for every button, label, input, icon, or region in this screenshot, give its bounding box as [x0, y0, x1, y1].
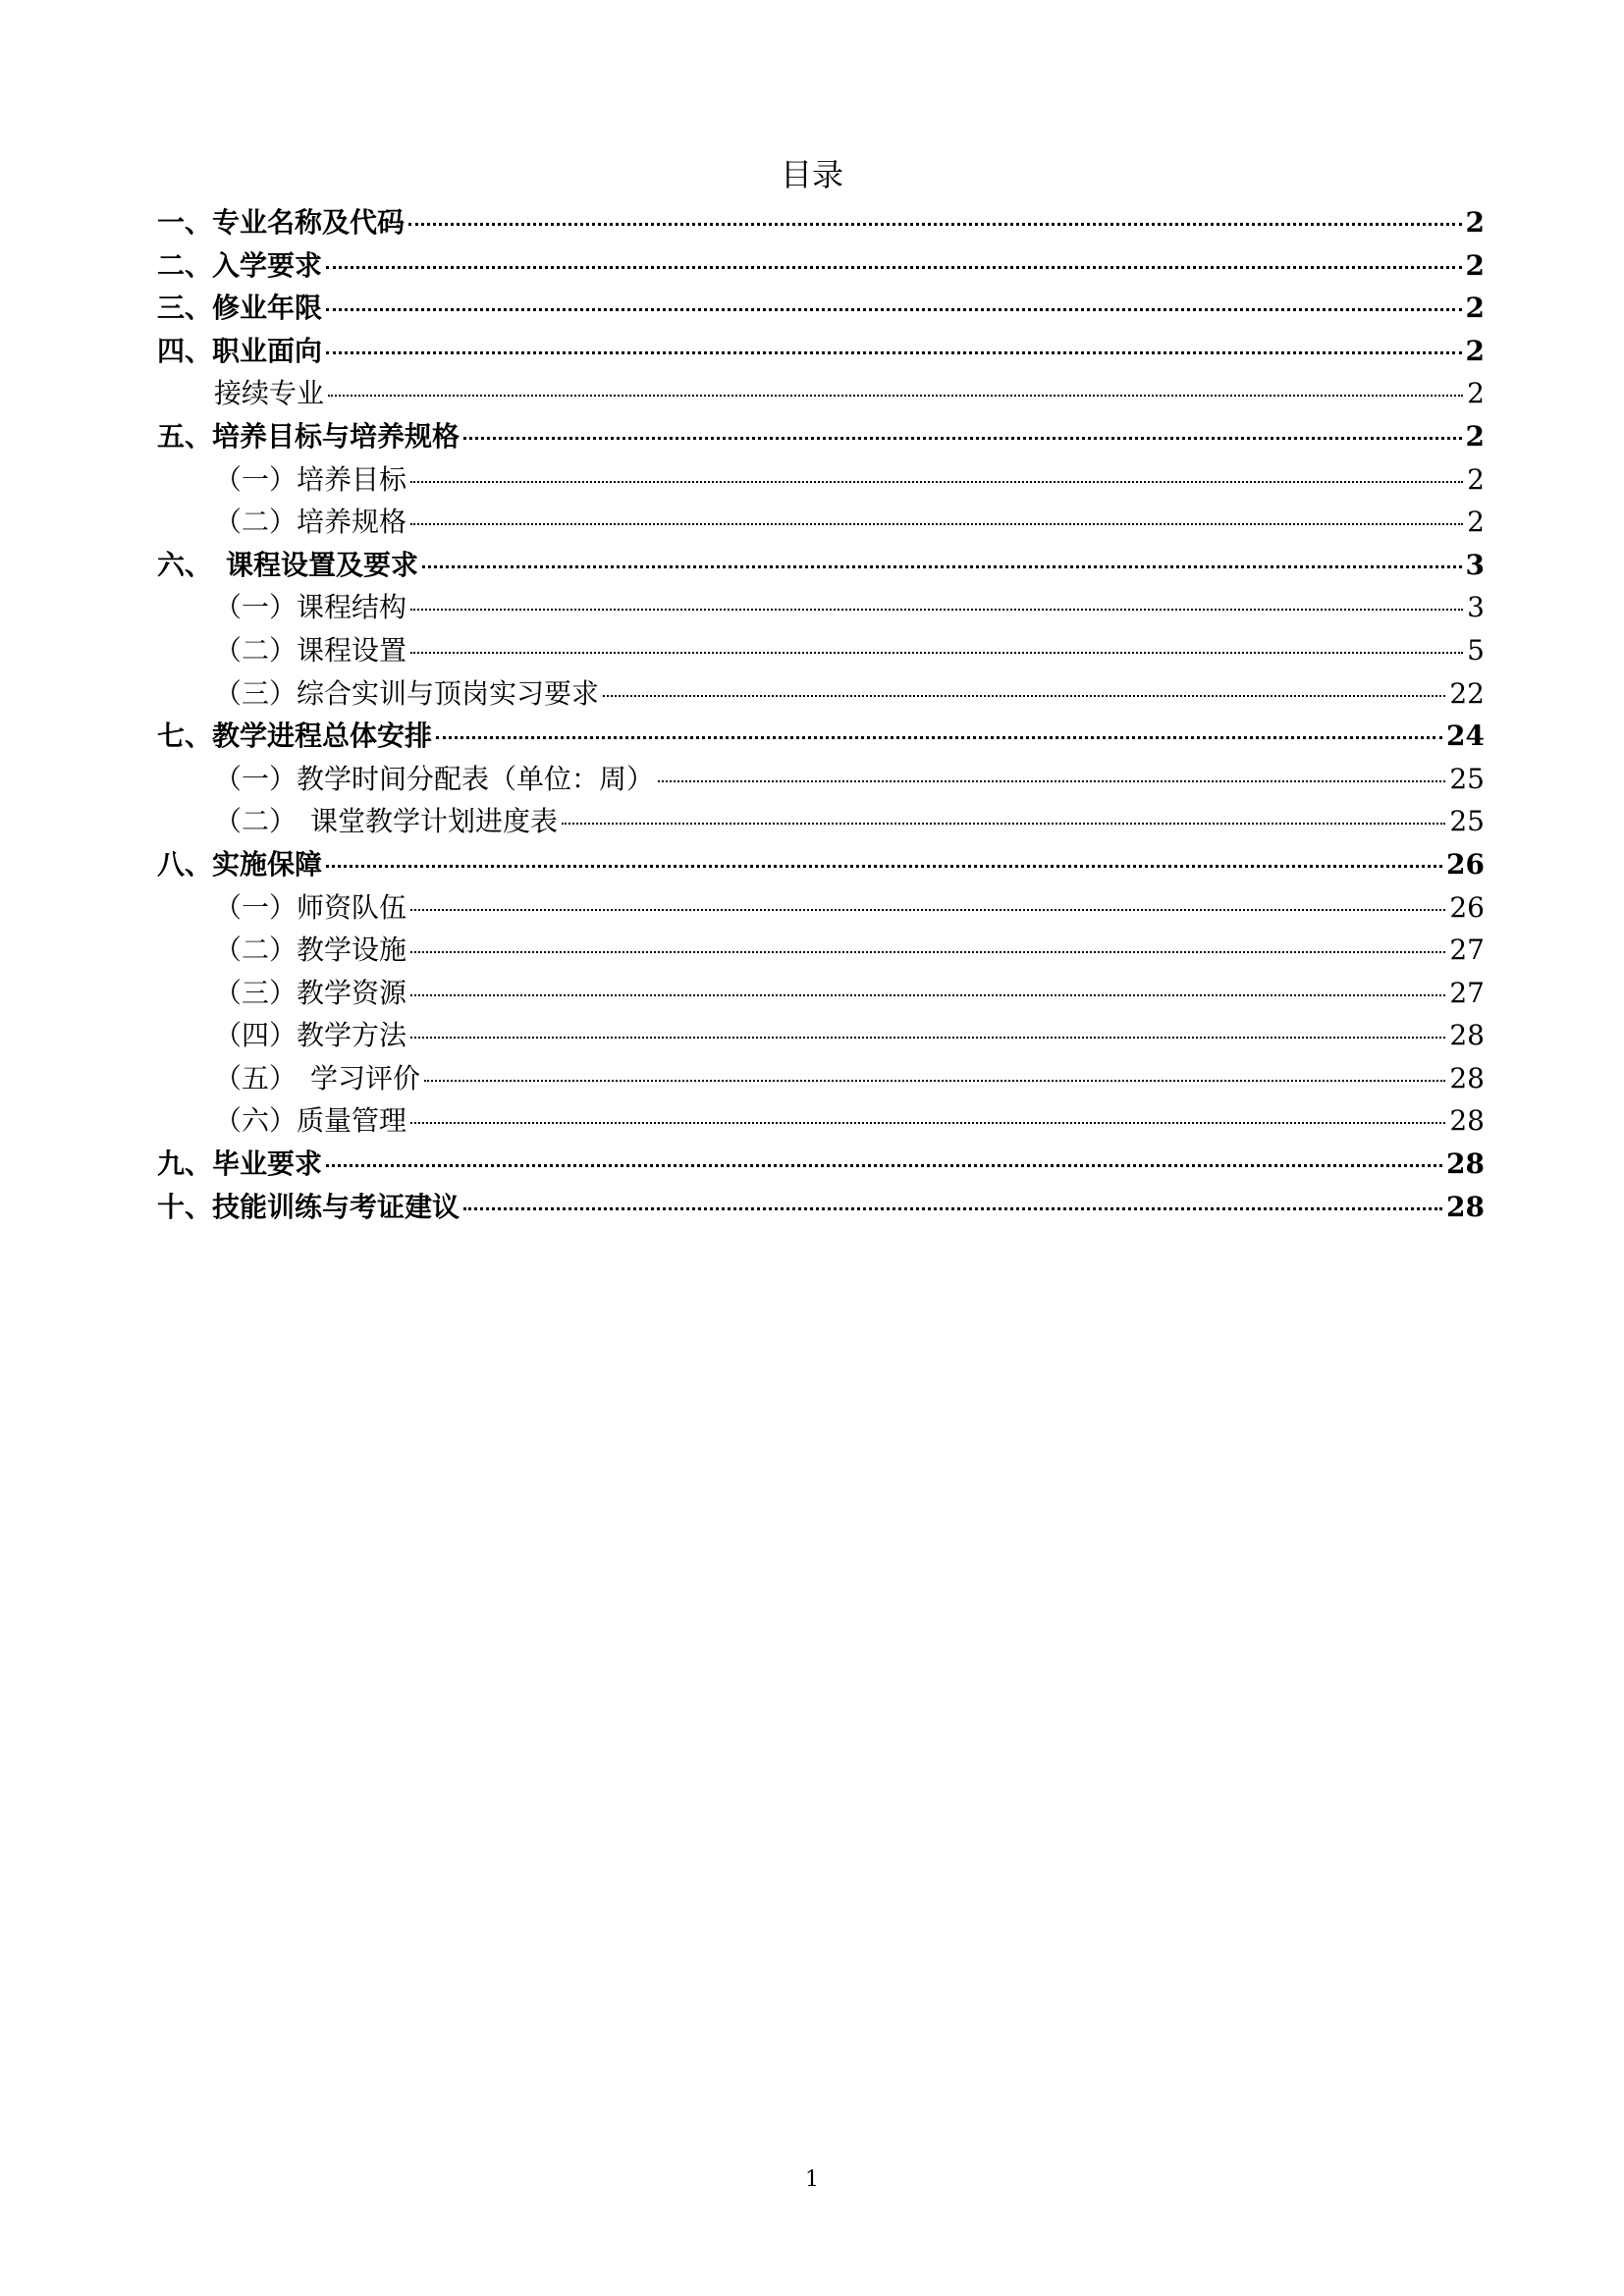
toc-entry-label: （五） 学习评价: [214, 1061, 421, 1095]
toc-subentry[interactable]: [157, 886, 1485, 930]
toc-dot-leader: [326, 865, 1442, 868]
toc-dot-leader: [410, 652, 1463, 654]
toc-entry-page: 27: [1449, 934, 1485, 967]
toc-entry[interactable]: [157, 201, 1485, 244]
toc-entry-page: 25: [1449, 762, 1485, 795]
toc-entry-page: 3: [1465, 548, 1485, 581]
toc-entry-page: 27: [1449, 976, 1485, 1009]
toc-entry-label: 八、实施保障: [157, 847, 323, 881]
toc-dot-leader: [562, 823, 1445, 825]
toc-entry-label: （一）教学时间分配表（单位：周）: [214, 762, 655, 795]
toc-entry-page: 2: [1465, 292, 1485, 325]
toc-entry-label: （二）课程设置: [214, 633, 407, 667]
toc-entry-page: 3: [1467, 591, 1485, 624]
toc-dot-leader: [658, 780, 1445, 782]
toc-subentry[interactable]: [157, 972, 1485, 1015]
toc-entry[interactable]: [157, 1186, 1485, 1229]
toc-entry-label: （一）师资队伍: [214, 890, 407, 924]
toc-entry[interactable]: [157, 715, 1485, 758]
toc-entry-label: 十、技能训练与考证建议: [157, 1190, 460, 1223]
toc-dot-leader: [422, 565, 1462, 568]
toc-subentry[interactable]: [157, 800, 1485, 843]
toc-entry-page: 26: [1449, 890, 1485, 924]
toc-entry-page: 26: [1446, 847, 1485, 881]
toc-entry-page: 25: [1449, 805, 1485, 838]
toc-subentry[interactable]: [157, 586, 1485, 629]
toc-dot-leader: [410, 609, 1463, 611]
toc-subentry[interactable]: [157, 1099, 1485, 1143]
toc-dot-leader: [410, 1122, 1445, 1124]
toc-subentry[interactable]: [157, 672, 1485, 716]
toc-subentry[interactable]: [157, 929, 1485, 972]
toc-entry-label: （六）质量管理: [214, 1104, 407, 1138]
toc-entry[interactable]: [157, 1143, 1485, 1186]
toc-dot-leader: [326, 266, 1462, 269]
toc-entry-label: 二、入学要求: [157, 248, 323, 282]
toc-entry-label: （三）综合实训与顶岗实习要求: [214, 676, 600, 710]
toc-entry-label: 九、毕业要求: [157, 1148, 323, 1181]
toc-dot-leader: [410, 909, 1445, 911]
toc-entry-page: 2: [1465, 334, 1485, 367]
toc-subentry[interactable]: [157, 1014, 1485, 1057]
toc-entry-page: 2: [1465, 419, 1485, 453]
toc-dot-leader: [326, 1164, 1442, 1167]
toc-subentry[interactable]: [157, 372, 1485, 415]
toc-entry-label: （三）教学资源: [214, 976, 407, 1009]
table-of-contents: [157, 201, 1485, 1228]
toc-entry-label: 三、修业年限: [157, 292, 323, 325]
toc-dot-leader: [410, 523, 1463, 525]
toc-entry-page: 28: [1449, 1019, 1485, 1052]
toc-dot-leader: [463, 437, 1462, 440]
toc-subentry[interactable]: [157, 501, 1485, 544]
toc-entry[interactable]: [157, 287, 1485, 330]
toc-entry-page: 28: [1446, 1148, 1485, 1181]
toc-dot-leader: [410, 1037, 1445, 1039]
toc-entry-page: 28: [1449, 1104, 1485, 1138]
toc-entry-page: 2: [1467, 377, 1485, 410]
toc-subentry[interactable]: [157, 1057, 1485, 1100]
toc-dot-leader: [463, 1207, 1442, 1210]
toc-entry-label: （二） 课堂教学计划进度表: [214, 805, 559, 838]
toc-entry-page: 2: [1465, 206, 1485, 239]
toc-entry-label: 六、 课程设置及要求: [157, 548, 419, 581]
toc-dot-leader: [424, 1080, 1445, 1082]
toc-entry-label: 一、专业名称及代码: [157, 206, 406, 239]
toc-entry-page: 24: [1446, 720, 1485, 753]
toc-entry-page: 28: [1449, 1061, 1485, 1095]
toc-dot-leader: [410, 994, 1445, 996]
toc-entry-label: 七、教学进程总体安排: [157, 720, 433, 753]
toc-dot-leader: [410, 951, 1445, 953]
toc-dot-leader: [603, 695, 1445, 697]
toc-entry-page: 2: [1465, 248, 1485, 282]
toc-entry[interactable]: [157, 544, 1485, 587]
toc-entry[interactable]: [157, 244, 1485, 288]
toc-entry[interactable]: [157, 843, 1485, 886]
toc-entry-page: 5: [1467, 633, 1485, 667]
toc-entry-label: （二）教学设施: [214, 934, 407, 967]
toc-entry-page: 22: [1449, 676, 1485, 710]
toc-subentry[interactable]: [157, 458, 1485, 502]
toc-dot-leader: [328, 395, 1463, 397]
toc-dot-leader: [436, 736, 1442, 739]
toc-dot-leader: [410, 481, 1463, 483]
page-number: 1: [805, 2167, 819, 2192]
toc-entry-label: 五、培养目标与培养规格: [157, 419, 460, 453]
toc-entry[interactable]: [157, 415, 1485, 458]
toc-entry[interactable]: [157, 330, 1485, 373]
toc-subentry[interactable]: [157, 629, 1485, 672]
toc-entry-page: 2: [1467, 462, 1485, 496]
toc-dot-leader: [408, 223, 1462, 226]
toc-subentry[interactable]: [157, 758, 1485, 801]
toc-dot-leader: [326, 351, 1462, 354]
toc-entry-label: （四）教学方法: [214, 1019, 407, 1052]
toc-entry-label: （一）课程结构: [214, 591, 407, 624]
toc-entry-label: （一）培养目标: [214, 462, 407, 496]
toc-entry-label: （二）培养规格: [214, 506, 407, 539]
toc-entry-label: 四、职业面向: [157, 334, 323, 367]
toc-entry-page: 2: [1467, 506, 1485, 539]
toc-entry-page: 28: [1446, 1190, 1485, 1223]
toc-title: 目录: [780, 156, 843, 193]
toc-dot-leader: [326, 308, 1462, 311]
toc-entry-label: 接续专业: [214, 377, 325, 410]
